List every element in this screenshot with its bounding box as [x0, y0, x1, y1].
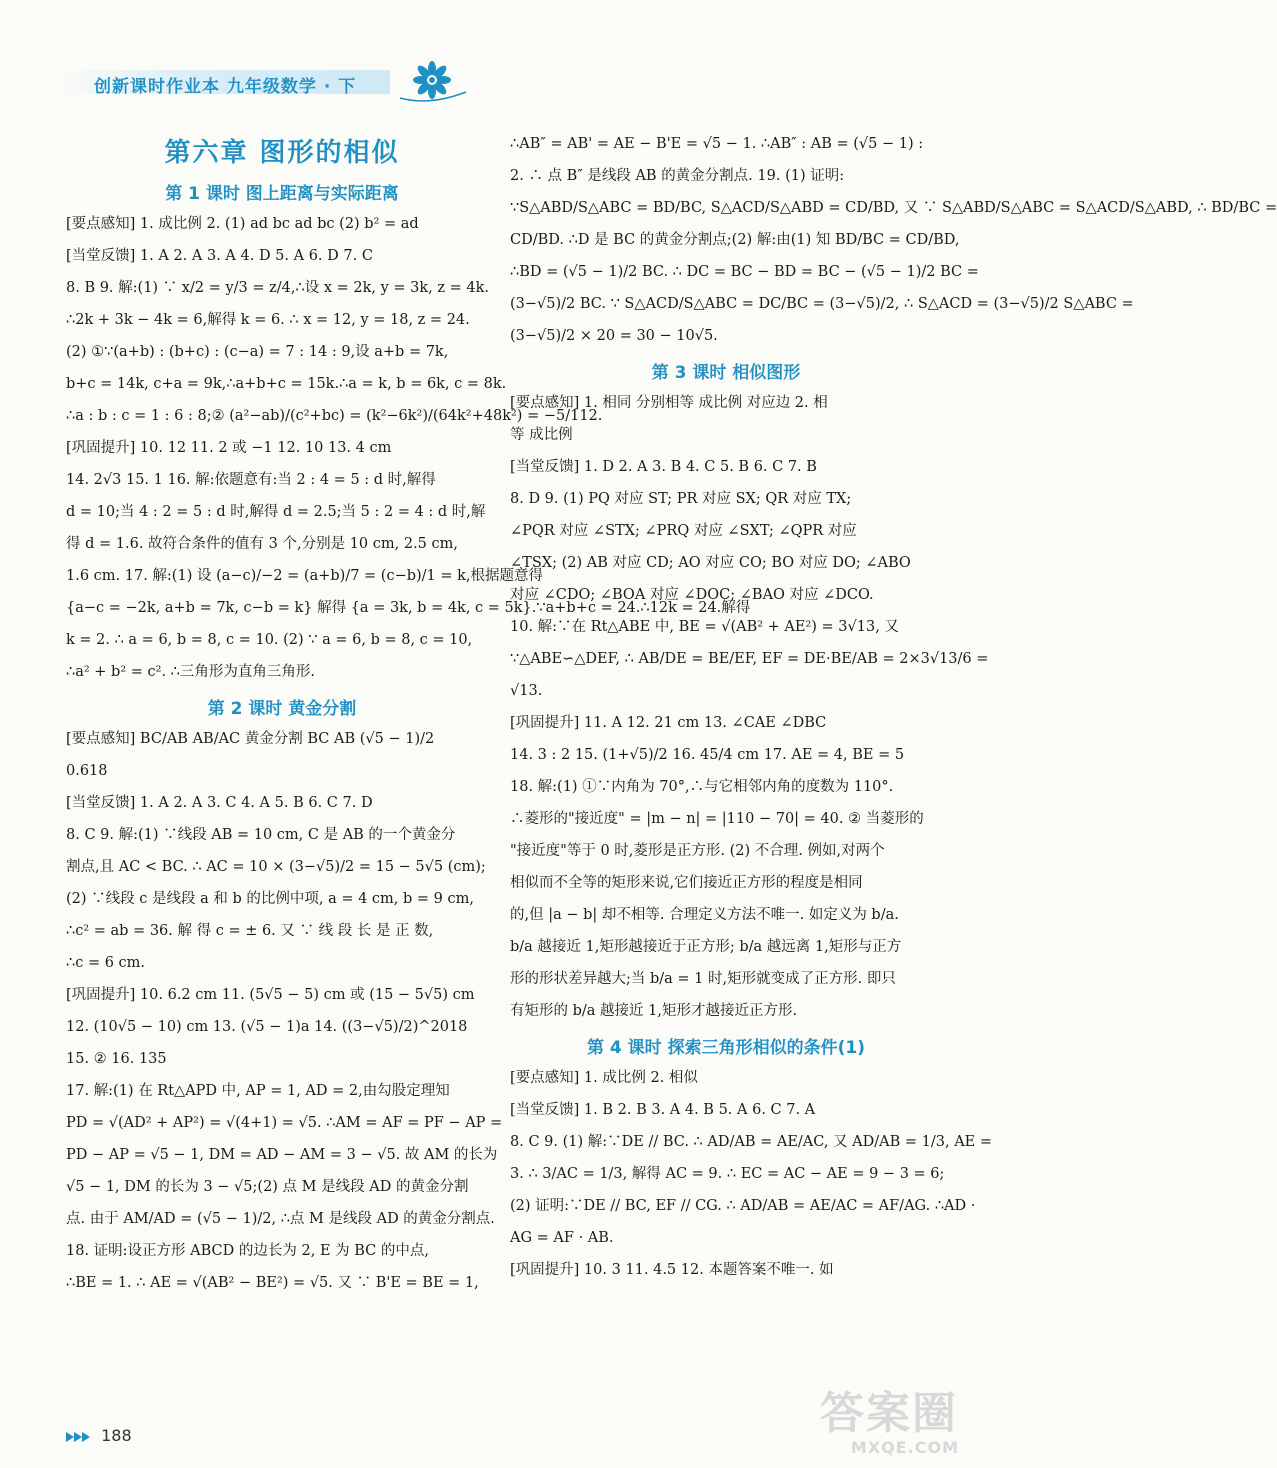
answer-line: [当堂反馈] 1. B 2. B 3. A 4. B 5. A 6. C 7. A: [510, 1102, 816, 1118]
answer-line: [当堂反馈] 1. A 2. A 3. C 4. A 5. B 6. C 7. D: [66, 795, 373, 811]
answer-line: ∴AB″ = AB' = AE − B'E = √5 − 1. ∴AB″ : AB = (√5 − 1) :: [510, 136, 924, 152]
answer-line: 割点,且 AC < BC. ∴ AC = 10 × (3−√5)/2 = 15 − 5√5 (cm);: [66, 859, 486, 875]
page-number: [66, 1426, 132, 1445]
answer-line: (2) 证明:∵DE // BC, EF // CG. ∴ AD/AB = AE/AC = AF/AG. ∴AD ·: [510, 1198, 976, 1214]
answer-line: {a−c = −2k, a+b = 7k, c−b = k} 解得 {a = 3k, b = 4k, c = 5k}.∵a+b+c = 24.∴12k = 24.解得: [66, 600, 751, 616]
answer-line: d = 10;当 4 : 2 = 5 : d 时,解得 d = 2.5;当 5 : 2 = 4 : d 时,解: [66, 504, 486, 520]
answer-line: 12. (10√5 − 10) cm 13. (√5 − 1)a 14. ((3−√5)/2)^2018: [66, 1019, 468, 1035]
flower-icon: [400, 58, 470, 108]
right-column: [510, 128, 1277, 1286]
answer-line: ∴a² + b² = c². ∴三角形为直角三角形.: [66, 664, 315, 680]
answer-line: PD = √(AD² + AP²) = √(4+1) = √5. ∴AM = AF = PF − AP =: [66, 1115, 503, 1131]
answer-line: [当堂反馈] 1. D 2. A 3. B 4. C 5. B 6. C 7. B: [510, 459, 817, 475]
chapter-title: 第六章 图形的相似: [164, 138, 400, 168]
answer-line: ∴c = 6 cm.: [66, 955, 146, 971]
answer-line: ∴c² = ab = 36. 解 得 c = ± 6. 又 ∵ 线 段 长 是 正 数,: [66, 923, 434, 939]
answer-line: ∠TSX; (2) AB 对应 CD; AO 对应 CO; BO 对应 DO; ∠ABO: [510, 555, 911, 571]
answer-line: AG = AF · AB.: [510, 1230, 614, 1246]
answer-line: 8. C 9. 解:(1) ∵线段 AB = 10 cm, C 是 AB 的一个黄金分: [66, 827, 456, 843]
answer-line: 对应 ∠CDO; ∠BOA 对应 ∠DOC; ∠BAO 对应 ∠DCO.: [510, 587, 874, 603]
lesson-title: 第 2 课时 黄金分割: [207, 699, 357, 719]
arrow-icon: [66, 1430, 92, 1444]
answer-line: [巩固提升] 11. A 12. 21 cm 13. ∠CAE ∠DBC: [510, 715, 827, 731]
answer-line: ∴a : b : c = 1 : 6 : 8;② (a²−ab)/(c²+bc) = (k²−6k²)/(64k²+48k²) = −5/112.: [66, 408, 603, 424]
answer-line: "接近度"等于 0 时,菱形是正方形. (2) 不合理. 例如,对两个: [510, 843, 885, 859]
answer-line: [要点感知] 1. 相同 分别相等 成比例 对应边 2. 相: [510, 395, 828, 411]
answer-line: 2. ∴ 点 B″ 是线段 AB 的黄金分割点. 19. (1) 证明:: [510, 168, 845, 184]
answer-line: ∴BD = (√5 − 1)/2 BC. ∴ DC = BC − BD = BC − (√5 − 1)/2 BC =: [510, 264, 979, 280]
answer-line: 8. D 9. (1) PQ 对应 ST; PR 对应 SX; QR 对应 TX;: [510, 491, 852, 507]
answer-line: 14. 3 : 2 15. (1+√5)/2 16. 45/4 cm 17. AE = 4, BE = 5: [510, 747, 905, 763]
answer-line: (2) ①∵(a+b) : (b+c) : (c−a) = 7 : 14 : 9,设 a+b = 7k,: [66, 344, 449, 360]
answer-line: k = 2. ∴ a = 6, b = 8, c = 10. (2) ∵ a = 6, b = 8, c = 10,: [66, 632, 473, 648]
answer-line: [巩固提升] 10. 3 11. 4.5 12. 本题答案不唯一. 如: [510, 1262, 834, 1278]
answer-line: ∠PQR 对应 ∠STX; ∠PRQ 对应 ∠SXT; ∠QPR 对应: [510, 523, 857, 539]
answer-line: 得 d = 1.6. 故符合条件的值有 3 个,分别是 10 cm, 2.5 cm,: [66, 536, 458, 552]
answer-line: 相似而不全等的矩形来说,它们接近正方形的程度是相同: [510, 875, 863, 891]
answer-block: [510, 128, 1277, 352]
watermark-text: 答案圈: [820, 1388, 958, 1439]
lesson-title: 第 1 课时 图上距离与实际距离: [165, 184, 399, 204]
answer-line: b+c = 14k, c+a = 9k,∴a+b+c = 15k.∴a = k, b = 6k, c = 8k.: [66, 376, 507, 392]
lesson-title: 第 4 课时 探索三角形相似的条件(1): [587, 1038, 865, 1058]
answer-line: ∵S△ABD/S△ABC = BD/BC, S△ACD/S△ABD = CD/BD, 又 ∵ S△ABD/S△ABC = S△ACD/S△ABD, ∴ BD/BC =: [510, 200, 1277, 216]
answer-line: 1.6 cm. 17. 解:(1) 设 (a−c)/−2 = (a+b)/7 = (c−b)/1 = k,根据题意得: [66, 568, 544, 584]
answer-line: 18. 证明:设正方形 ABCD 的边长为 2, E 为 BC 的中点,: [66, 1243, 429, 1259]
answer-line: 14. 2√3 15. 1 16. 解:依题意有:当 2 : 4 = 5 : d 时,解得: [66, 472, 436, 488]
watermark-logo: [820, 1390, 990, 1460]
answer-line: 形的形状差异越大;当 b/a = 1 时,矩形就变成了正方形. 即只: [510, 971, 896, 987]
answer-line: 等 成比例: [510, 427, 573, 443]
answer-line: 17. 解:(1) 在 Rt△APD 中, AP = 1, AD = 2,由勾股定理知: [66, 1083, 450, 1099]
answer-line: [要点感知] BC/AB AB/AC 黄金分割 BC AB (√5 − 1)/2: [66, 731, 435, 747]
answer-line: ∴BE = 1. ∴ AE = √(AB² − BE²) = √5. 又 ∵ B'E = BE = 1,: [66, 1275, 479, 1291]
answer-line: 3. ∴ 3/AC = 1/3, 解得 AC = 9. ∴ EC = AC − AE = 9 − 3 = 6;: [510, 1166, 945, 1182]
page-number-text: 188: [101, 1426, 132, 1445]
answer-line: [巩固提升] 10. 12 11. 2 或 −1 12. 10 13. 4 cm: [66, 440, 392, 456]
answer-line: [要点感知] 1. 成比例 2. (1) ad bc ad bc (2) b² = ad: [66, 216, 419, 232]
answer-line: 8. C 9. (1) 解:∵DE // BC. ∴ AD/AB = AE/AC, 又 AD/AB = 1/3, AE =: [510, 1134, 993, 1150]
answer-line: √13.: [510, 683, 543, 699]
answer-line: 10. 解:∵在 Rt△ABE 中, BE = √(AB² + AE²) = 3√13, 又: [510, 619, 899, 635]
answer-line: [要点感知] 1. 成比例 2. 相似: [510, 1070, 698, 1086]
answer-line: (3−√5)/2 BC. ∵ S△ACD/S△ABC = DC/BC = (3−√5)/2, ∴ S△ACD = (3−√5)/2 S△ABC =: [510, 296, 1134, 312]
answer-line: 18. 解:(1) ①∵内角为 70°,∴与它相邻内角的度数为 110°.: [510, 779, 894, 795]
answer-line: 0.618: [66, 763, 108, 779]
watermark-url: MXQE.COM: [850, 1438, 960, 1457]
answer-line: 15. ② 16. 135: [66, 1051, 167, 1067]
answer-line: [巩固提升] 10. 6.2 cm 11. (5√5 − 5) cm 或 (15 − 5√5) cm: [66, 987, 475, 1003]
answer-line: (3−√5)/2 × 20 = 30 − 10√5.: [510, 328, 718, 344]
answer-line: ∵△ABE∽△DEF, ∴ AB/DE = BE/EF, EF = DE·BE/AB = 2×3√13/6 =: [510, 651, 989, 667]
answer-block: [66, 723, 503, 1299]
header-title: 创新课时作业本 九年级数学 · 下: [94, 77, 357, 97]
answer-line: √5 − 1, DM 的长为 3 − √5;(2) 点 M 是线段 AD 的黄金分割: [66, 1179, 469, 1195]
answer-line: 8. B 9. 解:(1) ∵ x/2 = y/3 = z/4,∴设 x = 2k, y = 3k, z = 4k.: [66, 280, 490, 296]
answer-line: [当堂反馈] 1. A 2. A 3. A 4. D 5. A 6. D 7. C: [66, 248, 373, 264]
answer-line: ∴菱形的"接近度" = |m − n| = |110 − 70| = 40. ② 当菱形的: [510, 811, 924, 827]
answer-line: 点. 由于 AM/AD = (√5 − 1)/2, ∴点 M 是线段 AD 的黄金分割点.: [66, 1211, 495, 1227]
answer-line: b/a 越接近 1,矩形越接近于正方形; b/a 越远离 1,矩形与正方: [510, 939, 902, 955]
answer-line: 的,但 |a − b| 却不相等. 合理定义方法不唯一. 如定义为 b/a.: [510, 907, 899, 923]
answer-block: [510, 1062, 993, 1286]
answer-line: ∴2k + 3k − 4k = 6,解得 k = 6. ∴ x = 12, y = 18, z = 24.: [66, 312, 470, 328]
answer-line: (2) ∵线段 c 是线段 a 和 b 的比例中项, a = 4 cm, b = 9 cm,: [66, 891, 474, 907]
answer-line: PD − AP = √5 − 1, DM = AD − AM = 3 − √5. 故 AM 的长为: [66, 1147, 498, 1163]
lesson-title: 第 3 课时 相似图形: [651, 363, 801, 383]
answer-line: 有矩形的 b/a 越接近 1,矩形才越接近正方形.: [510, 1003, 798, 1019]
page-header: [60, 60, 500, 120]
answer-block: [510, 387, 989, 1027]
answer-line: CD/BD. ∴D 是 BC 的黄金分割点;(2) 解:由(1) 知 BD/BC = CD/BD,: [510, 232, 960, 248]
